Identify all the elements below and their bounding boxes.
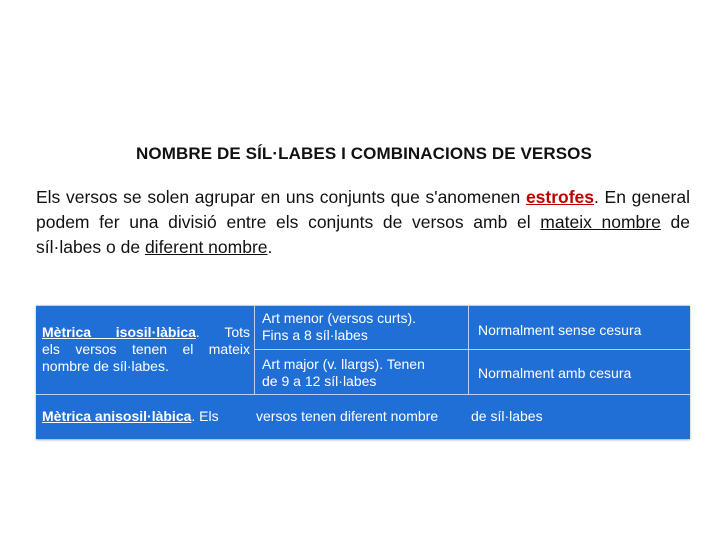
isosil-label: Mètrica isosil·làbica xyxy=(42,324,196,340)
art-major-note: Normalment amb cesura xyxy=(478,365,632,381)
table-top-border xyxy=(36,305,690,306)
art-menor-note: Normalment sense cesura xyxy=(478,322,642,338)
anisosil-cell-2: versos tenen diferent nombre xyxy=(256,408,439,424)
anisosil-label: Mètrica anisosil·làbica xyxy=(42,408,192,424)
paragraph-text-4: . xyxy=(267,237,273,257)
mateix-nombre-link[interactable]: mateix nombre xyxy=(540,212,661,232)
art-major-cell xyxy=(262,356,462,390)
anisosil-cell-1 xyxy=(42,408,254,425)
table-col-divider-2 xyxy=(468,305,469,394)
diferent-nombre-link[interactable]: diferent nombre xyxy=(144,237,268,257)
paragraph-text-3: de síl·labes o de xyxy=(36,212,690,257)
isosil-text-1: . Tots xyxy=(195,324,250,340)
isosil-cell xyxy=(42,324,250,375)
metrics-table xyxy=(36,305,690,439)
anisosil-cell-3: de síl·labes xyxy=(471,408,543,424)
art-menor-cell xyxy=(262,310,462,344)
paragraph-text-2: . En general podem fer una divisió entre els conjunts de versos amb el xyxy=(36,187,690,232)
isosil-line-2: els versos tenen el mateix xyxy=(42,341,250,357)
table-row-divider-1 xyxy=(254,349,690,350)
isosil-line-3: nombre de síl·labes. xyxy=(42,358,169,374)
estrofes-link[interactable]: estrofes xyxy=(525,187,595,207)
art-menor-line-2: Fins a 8 síl·labes xyxy=(262,327,368,343)
page-title: NOMBRE DE SÍL·LABES I COMBINACIONS DE VERSOS xyxy=(136,144,592,163)
art-major-line-1: Art major (v. llargs). Tenen xyxy=(262,356,425,372)
table-col-divider-1 xyxy=(254,305,255,394)
intro-paragraph xyxy=(36,185,690,260)
table-row-divider-2 xyxy=(36,394,690,395)
art-menor-line-1: Art menor (versos curts). xyxy=(262,310,417,326)
paragraph-text-1: Els versos se solen agrupar en uns conjunts que s'anomenen xyxy=(36,187,526,207)
isosil-line-1 xyxy=(42,324,250,341)
art-major-line-2: de 9 a 12 síl·labes xyxy=(262,373,377,389)
anisosil-text-1: . Els xyxy=(191,408,219,424)
